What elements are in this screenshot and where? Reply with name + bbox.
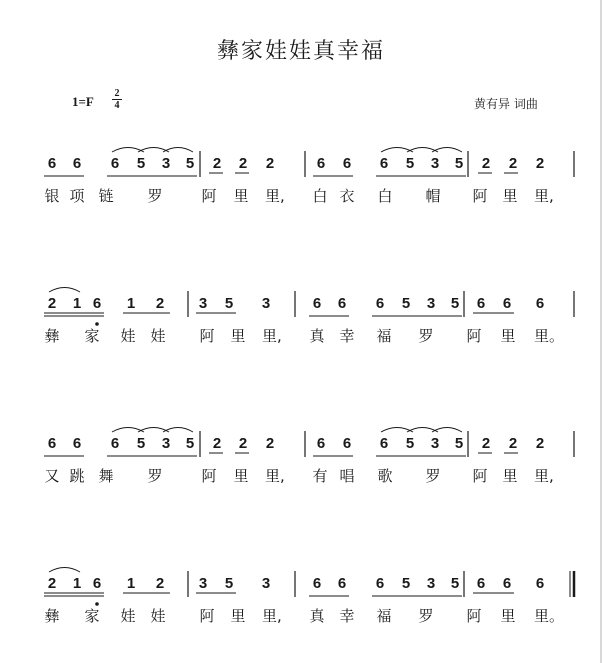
note: 2 [265,435,275,452]
lyric-syllable: 里, [534,467,554,485]
lyric-syllable: 链 [98,187,114,205]
note: 5 [405,435,415,452]
lyric-syllable: 罗 [418,607,434,625]
note: 6 [476,575,486,592]
lyric-syllable: 里 [500,607,516,625]
lyric-syllable: 阿 [201,187,217,205]
lyric-syllable: 阿 [199,607,215,625]
note: 6 [316,435,326,452]
slur [138,428,169,433]
note: 5 [401,295,411,312]
note: 5 [450,295,460,312]
note: 5 [224,575,234,592]
lyric-syllable: 娃 [150,327,166,345]
lyric-syllable: 白 [312,187,328,205]
note: 6 [47,155,57,172]
lyric-syllable: 真 [309,607,325,625]
lyric-syllable: 阿 [472,187,488,205]
note: 2 [155,575,165,592]
lyric-syllable: 白 [377,187,393,205]
note: 6 [337,295,347,312]
slur [432,148,462,153]
note: 6 [312,575,322,592]
note: 2 [481,155,491,172]
note: 6 [375,575,385,592]
note: 1 [72,295,82,312]
lyric-syllable: 罗 [425,467,441,485]
lyric-syllable: 唱 [339,467,355,485]
note: 3 [261,575,271,592]
note: 6 [72,435,82,452]
note: 2 [508,155,518,172]
note: 6 [316,155,326,172]
note: 6 [337,575,347,592]
lyric-syllable: 娃 [120,607,136,625]
note: 1 [126,295,136,312]
note: 5 [401,575,411,592]
note: 6 [502,295,512,312]
slur [112,428,144,433]
note: 6 [72,155,82,172]
lyric-syllable: 福 [376,327,392,345]
lyric-syllable: 阿 [201,467,217,485]
lyric-syllable: 里, [265,467,285,485]
lyric-syllable: 里, [534,187,554,205]
note: 6 [535,575,545,592]
note: 5 [136,155,146,172]
note: 3 [261,295,271,312]
note: 2 [238,155,248,172]
lyric-syllable: 阿 [472,467,488,485]
note: 3 [426,575,436,592]
lyric-syllable: 里 [502,467,518,485]
lyric-syllable: 家 [84,607,100,625]
lyric-syllable: 娃 [150,607,166,625]
lyric-syllable: 里 [502,187,518,205]
note: 6 [312,295,322,312]
lyric-syllable: 歌 [377,467,393,485]
slur [49,568,80,573]
note: 3 [161,155,171,172]
note: 6 [502,575,512,592]
lyric-syllable: 彝 [44,607,60,625]
lyric-syllable: 里 [500,327,516,345]
lyric-syllable: 家 [84,327,100,345]
lyric-syllable: 娃 [120,327,136,345]
slur [381,148,413,153]
slur [407,148,438,153]
lyric-syllable: 里, [262,327,282,345]
slur [381,428,413,433]
lyric-syllable: 彝 [44,327,60,345]
lyric-syllable: 真 [309,327,325,345]
note: 2 [508,435,518,452]
note: 6 [535,295,545,312]
note: 2 [535,435,545,452]
note: 6 [110,435,120,452]
note: 2 [212,435,222,452]
lyric-syllable: 幸 [339,607,355,625]
lyric-syllable: 罗 [147,467,163,485]
note: 3 [430,155,440,172]
slur [407,428,438,433]
note: 5 [454,435,464,452]
note: 2 [481,435,491,452]
note: 6 [92,295,102,312]
slur [112,148,144,153]
slur [138,148,169,153]
note: 1 [126,575,136,592]
slur [163,148,193,153]
slur [163,428,193,433]
low-octave-dot [95,322,99,326]
note: 5 [450,575,460,592]
lyric-syllable: 罗 [147,187,163,205]
song-title: 彝家娃娃真幸福 [216,39,385,64]
lyric-syllable: 银 [44,187,60,205]
note: 2 [238,435,248,452]
lyric-syllable: 有 [312,467,328,485]
lyric-syllable: 帽 [425,187,441,205]
note: 5 [454,155,464,172]
note: 6 [110,155,120,172]
lyric-syllable: 罗 [418,327,434,345]
lyric-syllable: 衣 [339,187,355,205]
lyric-syllable: 跳 [69,467,85,485]
note: 1 [72,575,82,592]
note: 3 [430,435,440,452]
note: 2 [47,295,57,312]
slur [432,428,462,433]
note: 2 [212,155,222,172]
lyric-syllable: 阿 [466,607,482,625]
note: 6 [342,155,352,172]
note: 6 [476,295,486,312]
lyric-syllable: 项 [69,187,85,205]
note: 6 [47,435,57,452]
note: 5 [136,435,146,452]
lyric-syllable: 福 [376,607,392,625]
time-signature-denominator: 4 [114,100,120,111]
lyric-syllable: 阿 [199,327,215,345]
note: 6 [375,295,385,312]
note: 3 [426,295,436,312]
credit: 黄有异 词曲 [474,97,538,111]
lyric-syllable: 里, [265,187,285,205]
note: 3 [161,435,171,452]
note: 5 [185,435,195,452]
lyric-syllable: 阿 [466,327,482,345]
lyric-syllable: 里 [230,607,246,625]
note: 2 [155,295,165,312]
note: 2 [535,155,545,172]
note: 2 [265,155,275,172]
lyric-syllable: 里 [230,327,246,345]
lyric-syllable: 里 [233,467,249,485]
key-signature: 1=F [72,94,94,109]
time-signature-numerator: 2 [114,88,120,99]
note: 5 [405,155,415,172]
low-octave-dot [95,602,99,606]
note: 6 [342,435,352,452]
lyric-syllable: 幸 [339,327,355,345]
lyric-syllable: 里。 [534,327,565,345]
lyric-syllable: 里, [262,607,282,625]
note: 3 [198,575,208,592]
note: 6 [379,155,389,172]
note: 2 [47,575,57,592]
note: 6 [379,435,389,452]
lyric-syllable: 舞 [98,467,114,485]
note: 5 [185,155,195,172]
note: 3 [198,295,208,312]
note: 6 [92,575,102,592]
lyric-syllable: 里。 [534,607,565,625]
note: 5 [224,295,234,312]
slur [49,288,80,293]
lyric-syllable: 里 [233,187,249,205]
lyric-syllable: 又 [44,467,60,485]
